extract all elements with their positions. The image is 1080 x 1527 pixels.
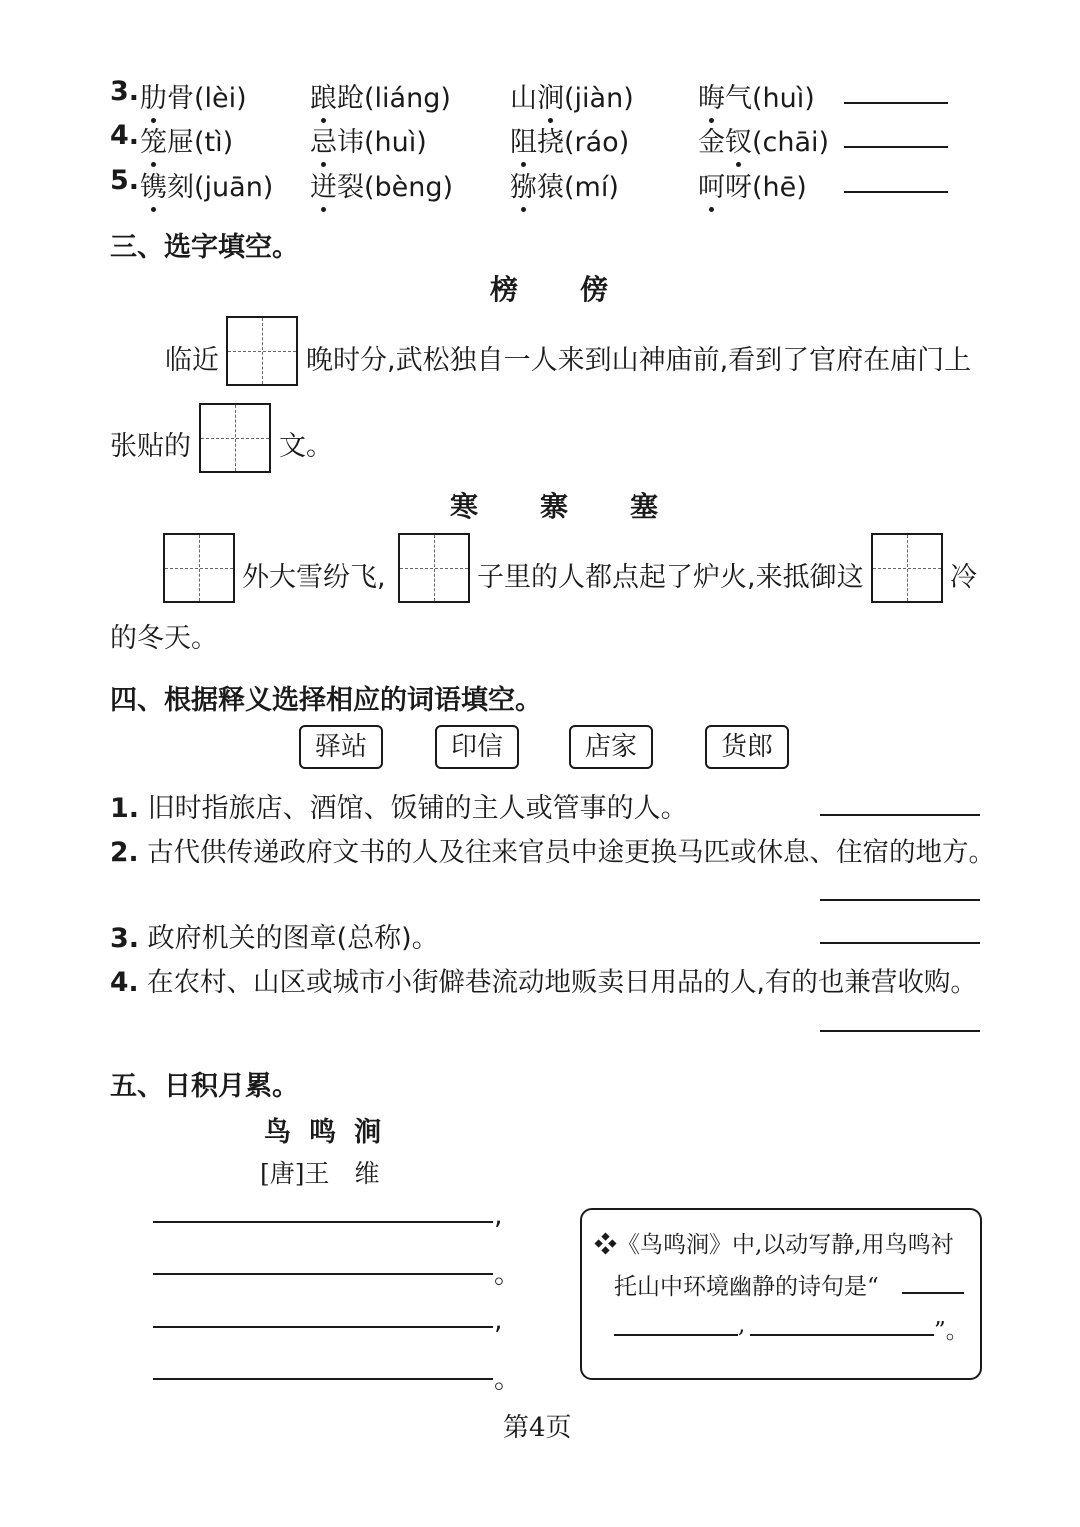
pinyin-item <box>510 165 619 204</box>
emphasis-dot-icon <box>151 207 156 212</box>
pinyin-row-number: 4. <box>110 120 140 151</box>
def-item-1: 1. 旧时指旅店、酒馆、饭铺的主人或管事的人。 <box>110 793 688 824</box>
pinyin-dotted-char-text: 涧 <box>537 83 564 114</box>
pinyin-dotted-char <box>698 172 725 203</box>
poem-line-ending-2: 。 <box>494 1259 521 1290</box>
callout-answer-blank-3[interactable] <box>750 1334 934 1336</box>
poem-line-blank-2[interactable] <box>153 1273 493 1275</box>
pinyin-item <box>698 165 807 204</box>
pinyin-item-suffix: 气(huì) <box>725 83 815 114</box>
pinyin-dotted-char-text: 镌 <box>140 172 167 203</box>
tian-box-blank-2[interactable] <box>199 403 271 473</box>
word-option-1: 驿站 <box>299 725 383 769</box>
poem-title: 鸟鸣涧 <box>264 1117 399 1148</box>
poem-line-blank-1[interactable] <box>153 1221 493 1223</box>
pinyin-item <box>310 76 451 115</box>
word-option-2: 印信 <box>435 725 519 769</box>
sentence2-part-a: 外大雪纷飞, <box>242 562 386 593</box>
sentence2-part-b: 子里的人都点起了炉火,来抵御这 <box>477 562 864 593</box>
pinyin-item <box>310 165 453 204</box>
poem-line-ending-1: , <box>494 1200 503 1231</box>
emphasis-dot-icon <box>709 207 714 212</box>
pinyin-dotted-char <box>310 172 337 203</box>
pinyin-item-suffix: (chāi) <box>752 127 830 158</box>
poem-line-blank-4[interactable] <box>153 1378 493 1380</box>
callout-answer-blank-1[interactable] <box>902 1292 964 1294</box>
pinyin-item-suffix: 屉(tì) <box>167 127 234 158</box>
pinyin-item-suffix: 讳(huì) <box>337 127 427 158</box>
pinyin-item-suffix: 骨(lèi) <box>167 83 247 114</box>
pinyin-answer-blank[interactable] <box>844 102 948 104</box>
pinyin-dotted-char-text: 肋 <box>140 83 167 114</box>
pinyin-dotted-char <box>140 83 167 114</box>
def-answer-blank-4[interactable] <box>820 1030 980 1032</box>
pinyin-item <box>698 76 815 115</box>
poem-line-blank-3[interactable] <box>153 1326 493 1328</box>
pinyin-item-suffix: 刻(juān) <box>167 172 274 203</box>
tian-box-blank-1[interactable] <box>226 316 298 386</box>
section4-title: 四、根据释义选择相应的词语填空。 <box>110 685 542 716</box>
pinyin-dotted-char-text: 钗 <box>725 127 752 158</box>
word-option-3: 店家 <box>569 725 653 769</box>
pinyin-item <box>140 76 247 115</box>
pinyin-dotted-char <box>140 127 167 158</box>
pinyin-item-suffix: 跄(liáng) <box>337 83 451 114</box>
section3-choices-2: 寒 寨 塞 <box>450 490 661 523</box>
pinyin-item-suffix: 呀(hē) <box>725 172 807 203</box>
poem-author: [唐]王 维 <box>260 1159 380 1188</box>
def-answer-blank-1[interactable] <box>820 814 980 816</box>
def-item-4: 4. 在农村、山区或城市小街僻巷流动地贩卖日用品的人,有的也兼营收购。 <box>110 967 977 998</box>
pinyin-dotted-char <box>698 83 725 114</box>
pinyin-dotted-char <box>725 127 752 158</box>
pinyin-dotted-char <box>510 172 537 203</box>
emphasis-dot-icon <box>321 207 326 212</box>
pinyin-dotted-char-text: 笼 <box>140 127 167 158</box>
sentence1-part-d: 文。 <box>279 431 333 462</box>
pinyin-dotted-char-text: 晦 <box>698 83 725 114</box>
poem-line-ending-4: 。 <box>494 1364 521 1395</box>
poem-line-ending-3: , <box>494 1305 503 1336</box>
pinyin-dotted-char-text: 阻 <box>510 127 537 158</box>
pinyin-dotted-char-text: 迸 <box>310 172 337 203</box>
callout-comma: , <box>738 1312 746 1338</box>
section3-choices-1: 榜 傍 <box>490 273 611 306</box>
pinyin-item <box>510 76 634 115</box>
pinyin-item-prefix: 金 <box>698 127 725 158</box>
emphasis-dot-icon <box>521 207 526 212</box>
section3-title: 三、选字填空。 <box>110 232 299 263</box>
def-answer-blank-3[interactable] <box>820 942 980 944</box>
pinyin-item-suffix: (jiàn) <box>564 83 634 114</box>
pinyin-item-suffix: 裂(bèng) <box>337 172 454 203</box>
callout-answer-blank-2[interactable] <box>614 1334 738 1336</box>
section5-title: 五、日积月累。 <box>110 1071 299 1102</box>
sentence1-part-b: 晚时分,武松独自一人来到山神庙前,看到了官府在庙门上 <box>306 345 972 376</box>
pinyin-item <box>310 120 427 159</box>
pinyin-row-number: 5. <box>110 165 140 196</box>
pinyin-dotted-char <box>310 127 337 158</box>
pinyin-dotted-char-text: 呵 <box>698 172 725 203</box>
pinyin-dotted-char-text: 踉 <box>310 83 337 114</box>
pinyin-answer-blank[interactable] <box>844 191 948 193</box>
pinyin-dotted-char <box>140 172 167 203</box>
word-option-4: 货郎 <box>705 725 789 769</box>
page-number: 第4页 <box>503 1413 572 1443</box>
pinyin-item-suffix: 挠(ráo) <box>537 127 630 158</box>
sentence2-part-d: 的冬天。 <box>110 623 218 654</box>
pinyin-dotted-char-text: 猕 <box>510 172 537 203</box>
pinyin-item <box>510 120 629 159</box>
sentence1-part-c: 张贴的 <box>110 431 191 462</box>
tian-box-blank-5[interactable] <box>871 533 943 603</box>
pinyin-dotted-char <box>310 83 337 114</box>
pinyin-dotted-char <box>537 83 564 114</box>
pinyin-answer-blank[interactable] <box>844 146 948 148</box>
pinyin-dotted-char <box>510 127 537 158</box>
pinyin-item <box>698 120 829 159</box>
pinyin-item-prefix: 山 <box>510 83 537 114</box>
pinyin-item <box>140 165 273 204</box>
sentence2-part-c: 冷 <box>950 562 977 593</box>
pinyin-item <box>140 120 233 159</box>
callout-end-quote: ”。 <box>934 1318 969 1344</box>
tian-box-blank-3[interactable] <box>163 533 235 603</box>
callout-line-2: 托山中环境幽静的诗句是“ <box>614 1274 879 1300</box>
pinyin-row-number: 3. <box>110 76 140 107</box>
pinyin-dotted-char-text: 忌 <box>310 127 337 158</box>
def-item-3: 3. 政府机关的图章(总称)。 <box>110 923 439 954</box>
pinyin-item-suffix: 猿(mí) <box>537 172 619 203</box>
sentence1-part-a: 临近 <box>165 345 219 376</box>
tian-box-blank-4[interactable] <box>398 533 470 603</box>
def-item-2: 2. 古代供传递政府文书的人及往来官员中途更换马匹或休息、住宿的地方。 <box>110 837 995 868</box>
def-answer-blank-2[interactable] <box>820 899 980 901</box>
callout-line-1: ❖《鸟鸣涧》中,以动写静,用鸟鸣衬 <box>594 1232 954 1258</box>
